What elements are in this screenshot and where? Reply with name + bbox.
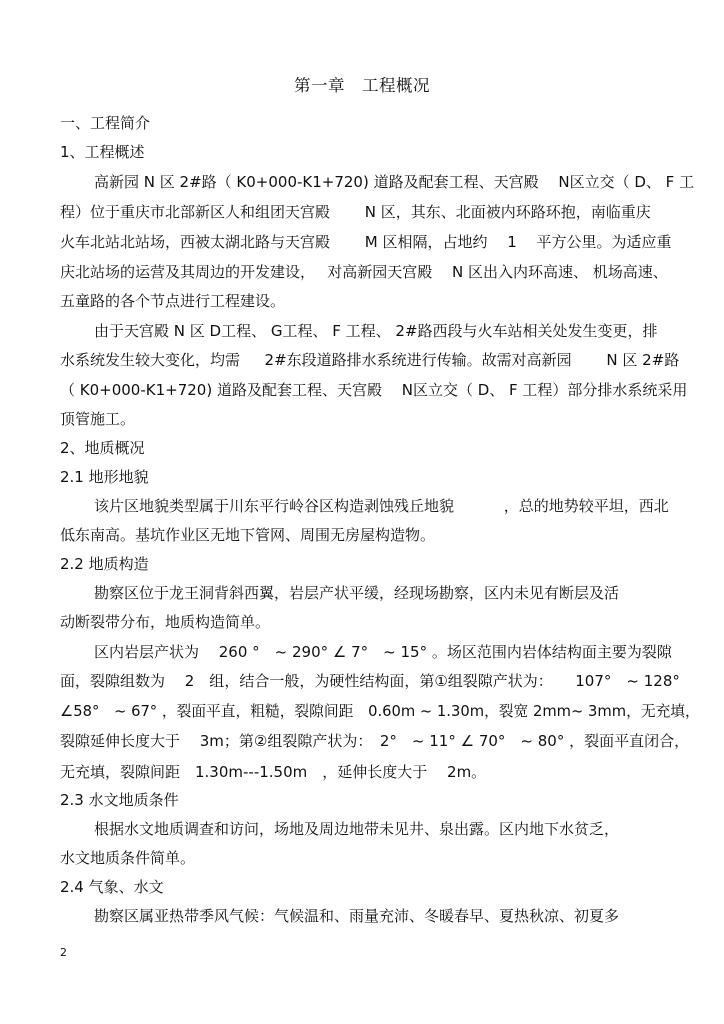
- paragraph-line: 庆北站场的运营及其周边的开发建设， 对高新园天宫殿 N 区出入内环高速、 机场高速、: [60, 263, 668, 281]
- paragraph-line: 裂隙延伸长度大于 3m；第②组裂隙产状为： 2° ~ 11° ∠ 70° ~ 80° ，裂面平直闭合，: [60, 732, 690, 750]
- paragraph-line: 水文地质条件简单。: [60, 849, 196, 867]
- paragraph-line: 勘察区位于龙王洞背斜西翼，岩层产状平缓，经现场勘察，区内未见有断层及活: [94, 584, 620, 602]
- paragraph-line: 勘察区属亚热带季风气候：气候温和、雨量充沛、冬暖春早、夏热秋凉、初夏多: [94, 907, 620, 925]
- paragraph-line: 顶管施工。: [60, 410, 136, 428]
- paragraph-line: 程）位于重庆市北部新区人和组团天宫殿 N 区，其东、北面被内环路环抱，南临重庆: [60, 203, 651, 221]
- subsection-heading: 2.3 水文地质条件: [60, 791, 179, 809]
- paragraph-line: 区内岩层产状为 260 ° ~ 290° ∠ 7° ~ 15° 。场区范围内岩体结构面主要为裂隙: [94, 643, 672, 661]
- paragraph-line: 该片区地貌类型属于川东平行岭谷区构造剥蚀残丘地貌 ，总的地势较平坦，西北: [94, 497, 669, 515]
- paragraph-line: ∠58° ~ 67° ，裂面平直，粗糙，裂隙间距 0.60m ~ 1.30m，裂宽 2mm~ 3mm，无充填，: [60, 702, 700, 720]
- paragraph-line: 低东南高。基坑作业区无地下管网、周围无房屋构造物。: [60, 526, 436, 544]
- paragraph-line: 水系统发生较大变化，均需 2#东段道路排水系统进行传输。故需对高新园 N 区 2#路: [60, 351, 680, 369]
- page-number: 2: [60, 946, 67, 959]
- paragraph-line: 由于天宫殿 N 区 D工程、 G工程、 F 工程、 2#路西段与火车站相关处发生变更，排: [94, 322, 658, 340]
- paragraph-line: 根据水文地质调查和访问，场地及周边地带未见井、泉出露。区内地下水贫乏，: [94, 820, 620, 838]
- paragraph-line: （ K0+000-K1+720) 道路及配套工程、天宫殿 N区立交（ D、 F 工程）部分排水系统采用: [60, 381, 688, 399]
- paragraph-line: 高新园 N 区 2#路（ K0+000-K1+720) 道路及配套工程、天宫殿 N区立交（ D、 F 工: [94, 173, 695, 191]
- subsection-heading: 2.4 气象、水文: [60, 878, 164, 896]
- paragraph-line: 动断裂带分布，地质构造简单。: [60, 613, 271, 631]
- paragraph-line: 火车北站北站场，西被太湖北路与天宫殿 M 区相隔，占地约 1 平方公里。为适应重: [60, 233, 672, 251]
- subsection-heading: 2.1 地形地貌: [60, 468, 149, 486]
- subsection-heading: 1、工程概述: [60, 143, 145, 161]
- paragraph-line: 面，裂隙组数为 2 组，结合一般，为硬性结构面，第①组裂隙产状为： 107° ~ 128°: [60, 672, 680, 690]
- paragraph-line: 五童路的各个节点进行工程建设。: [60, 292, 286, 310]
- chapter-title: 第一章 工程概况: [294, 76, 430, 95]
- paragraph-line: 无充填，裂隙间距 1.30m---1.50m ，延伸长度大于 2m。: [60, 763, 487, 781]
- subsection-heading: 2.2 地质构造: [60, 555, 149, 573]
- subsection-heading: 2、地质概况: [60, 439, 145, 457]
- section-heading: 一、工程简介: [60, 114, 151, 132]
